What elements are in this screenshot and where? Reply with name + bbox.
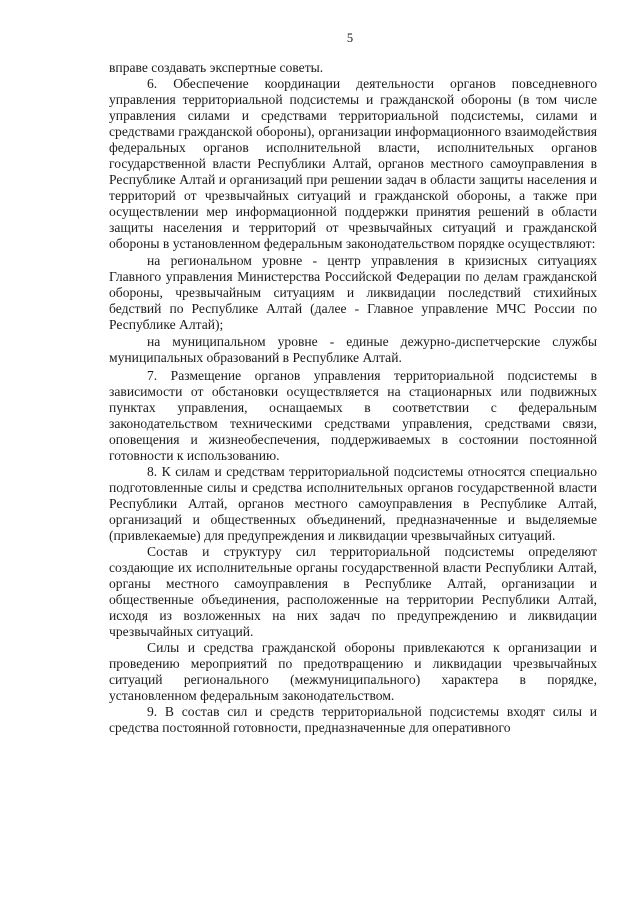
document-body <box>109 60 597 736</box>
page-number: 5 <box>346 31 354 45</box>
paragraph-item-8: 8. К силам и средствам территориальной подсистемы относятся специально подготовленные силы и средства исполнительных органов государственной власти Республики Алтай, органов местного самоуправления в Республике Алтай, организаций и общественных объединений, предназначенные и выделяемые (привлекаемые) для предупреждения и ликвидации чрезвычайных ситуаций. <box>109 463 597 543</box>
paragraph-item-6: 6. Обеспечение координации деятельности органов повседневного управления территориальной подсистемы и гражданской обороны (в том числе управления силами и средствами территориальной подсистемы, силами и средствами гражданской обороны), организации информационного взаимодействия федеральных органов исполнительной власти, исполнительных органов государственной власти Республики Алтай, органов местного самоуправления в Республике Алтай и организаций при решении задач в области защиты населения и территорий от чрезвычайных ситуаций и гражданской обороны, а также при осуществлении мер информационной поддержки принятия решений в области защиты населения и территорий от чрезвычайных ситуаций и гражданской обороны в установленном федеральным законодательством порядке осуществляют: <box>109 76 597 251</box>
paragraph-continuation: вправе создавать экспертные советы. <box>109 60 324 75</box>
paragraph-item-7: 7. Размещение органов управления территориальной подсистемы в зависимости от обстановки осуществляется на стационарных или подвижных пунктах управления, оснащаемых в соответствии с федеральным законодательством техническими средствами управления, средствами связи, оповещения и жизнеобеспечения, поддерживаемых в состоянии постоянной готовности к использованию. <box>109 367 597 463</box>
paragraph-civil-defense-forces: Силы и средства гражданской обороны привлекаются к организации и проведению мероприятий по предотвращению и ликвидации чрезвычайных ситуаций регионального (межмуниципального) характера в порядке, установленном федеральным законодательством. <box>109 639 597 703</box>
paragraph-regional-level: на региональном уровне - центр управления в кризисных ситуациях Главного управления Министерства Российской Федерации по делам гражданской обороны, чрезвычайным ситуациям и ликвидации последствий стихийных бедствий по Республике Алтай (далее - Главное управление МЧС России по Республике Алтай); <box>109 252 597 332</box>
paragraph-municipal-level: на муниципальном уровне - единые дежурно-диспетчерские службы муниципальных образований в Республике Алтай. <box>109 334 597 365</box>
paragraph-item-9: 9. В состав сил и средств территориальной подсистемы входят силы и средства постоянной готовности, предназначенные для оперативного <box>109 703 597 735</box>
paragraph-forces-composition: Состав и структуру сил территориальной подсистемы определяют создающие их исполнительные органы государственной власти Республики Алтай, органы местного самоуправления в Республике Алтай, организации и общественные объединения, расположенные на территории Республики Алтай, исходя из возложенных на них задач по предупреждению и ликвидации чрезвычайных ситуаций. <box>109 543 597 639</box>
